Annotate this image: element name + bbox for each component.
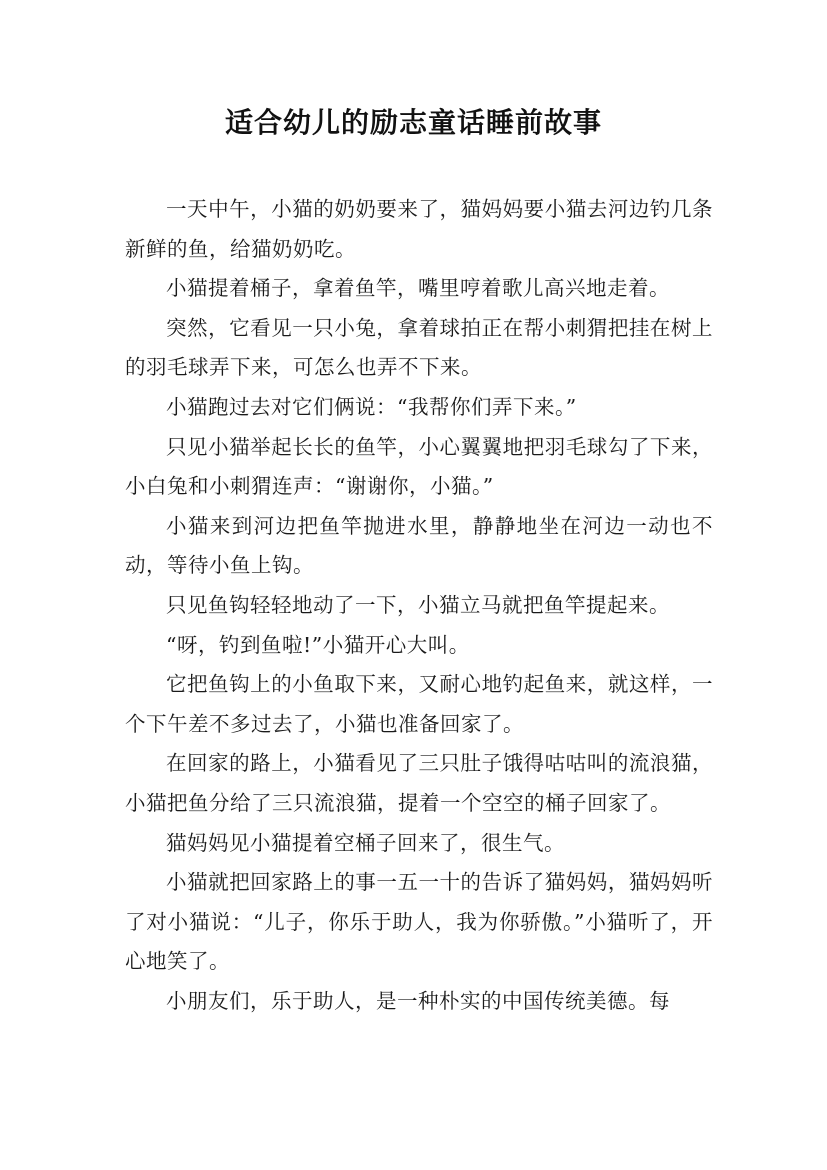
paragraph: 猫妈妈见小猫提着空桶子回来了，很生气。 — [166, 830, 565, 855]
paragraph: 小猫就把回家路上的事一五一十的告诉了猫妈妈，猫妈妈听了对小猫说：“儿子，你乐于助人，我为你骄傲。”小猫听了，开心地笑了。 — [125, 870, 713, 974]
paragraph: 突然，它看见一只小兔，拿着球拍正在帮小刺猬把挂在树上的羽毛球弄下来，可怎么也弄不下来。 — [125, 315, 713, 380]
paragraph: “呀，钓到鱼啦!”小猫开心大叫。 — [166, 632, 470, 657]
paragraph: 只见鱼钩轻轻地动了一下，小猫立马就把鱼竿提起来。 — [166, 592, 670, 617]
paragraph: 只见小猫举起长长的鱼竿，小心翼翼地把羽毛球勾了下来，小白兔和小刺猬连声：“谢谢你，小猫。” — [125, 434, 713, 499]
paragraph: 小猫提着桶子，拿着鱼竿，嘴里哼着歌儿高兴地走着。 — [166, 276, 670, 301]
paragraph: 它把鱼钩上的小鱼取下来，又耐心地钓起鱼来，就这样，一个下午差不多过去了，小猫也准备回家了。 — [125, 672, 713, 736]
paragraph: 小朋友们，乐于助人，是一种朴实的中国传统美德。每 — [166, 988, 670, 1013]
paragraph: 小猫来到河边把鱼竿抛进水里，静静地坐在河边一动也不动，等待小鱼上钩。 — [125, 513, 713, 578]
document-title: 适合幼儿的励志童话睡前故事 — [224, 106, 602, 139]
paragraph: 在回家的路上，小猫看见了三只肚子饿得咕咕叫的流浪猫，小猫把鱼分给了三只流浪猫，提着一个空空的桶子回家了。 — [125, 751, 713, 815]
document-body — [125, 190, 713, 1021]
paragraph: 小猫跑过去对它们俩说：“我帮你们弄下来。” — [166, 394, 577, 419]
paragraph: 一天中午，小猫的奶奶要来了，猫妈妈要小猫去河边钓几条新鲜的鱼，给猫奶奶吃。 — [125, 197, 713, 261]
